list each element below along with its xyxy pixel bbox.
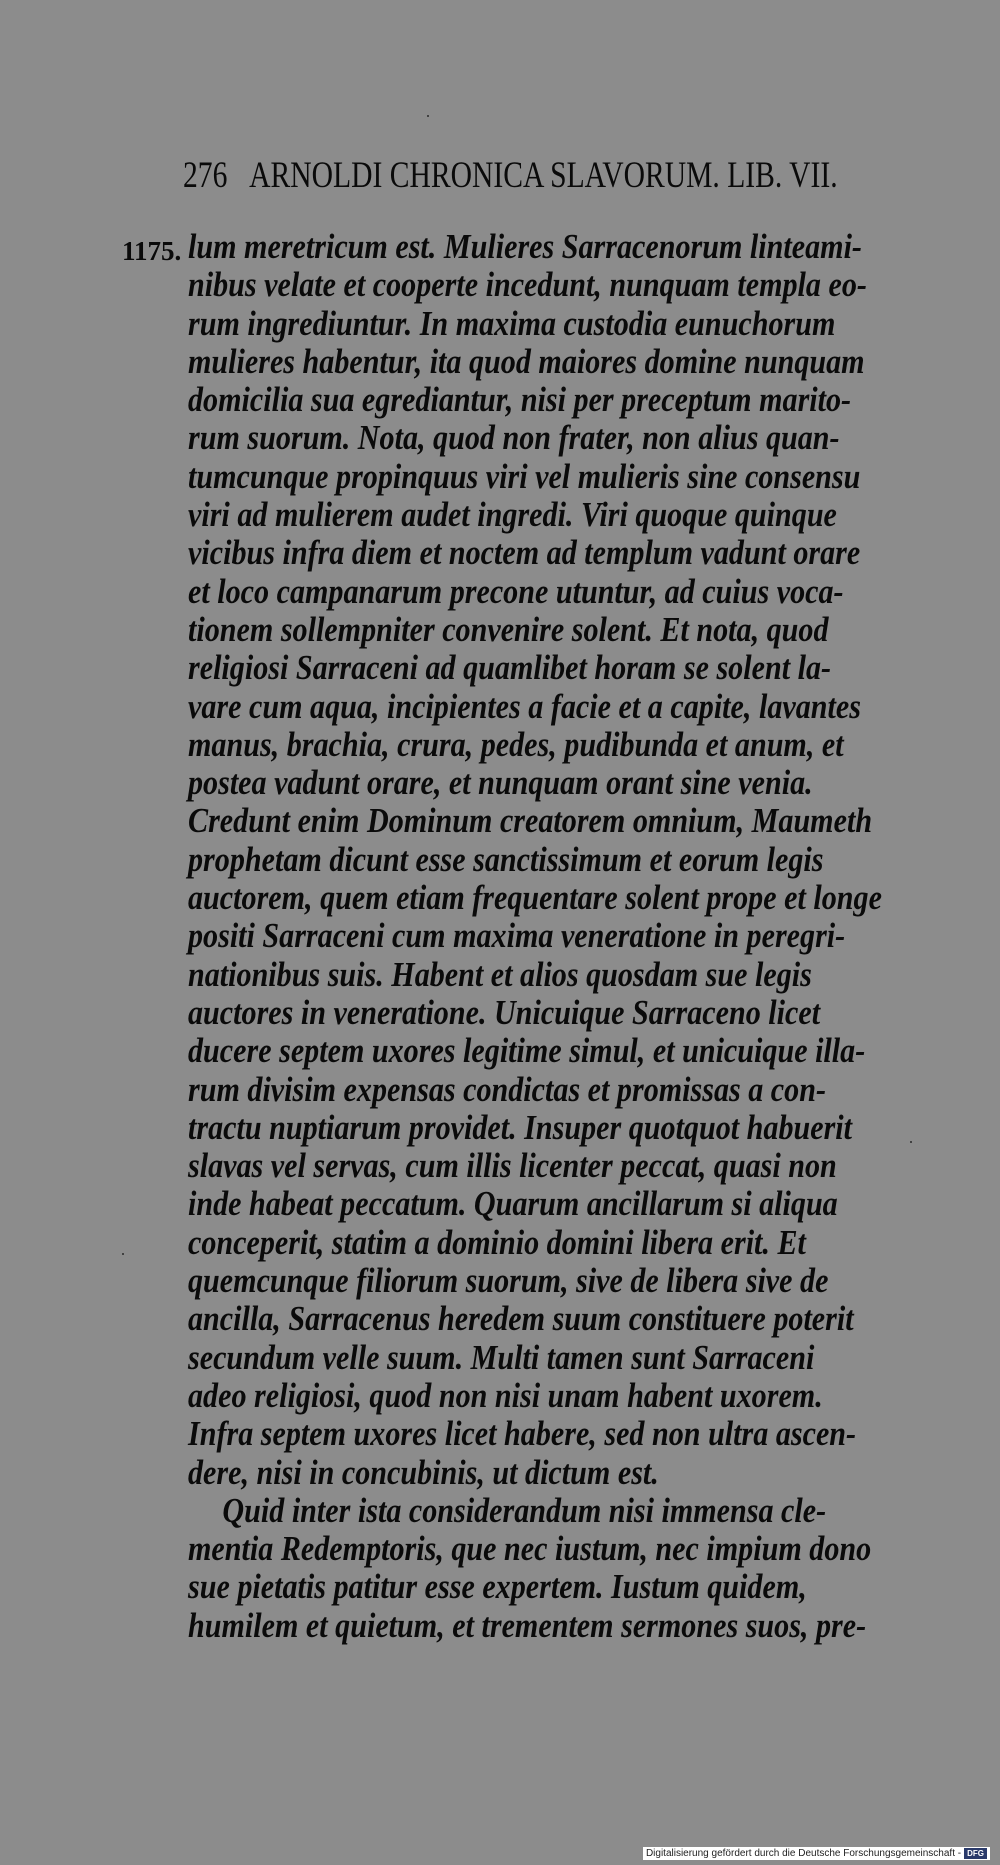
text-line: et loco campanarum precone utuntur, ad cuius voca- xyxy=(188,571,844,611)
scan-speck xyxy=(122,1253,124,1255)
text-line: dere, nisi in concubinis, ut dictum est. xyxy=(188,1452,659,1492)
footer-credit: Digitalisierung gefördert durch die Deutsche Forschungsgemeinschaft - xyxy=(645,1848,962,1859)
text-line: ducere septem uxores legitime simul, et unicuique illa- xyxy=(188,1031,866,1071)
text-line: Credunt enim Dominum creatorem omnium, Maumeth xyxy=(188,801,873,841)
page-number: 276 xyxy=(183,155,228,196)
margin-year-note: 1175. xyxy=(122,236,182,266)
text-line: vare cum aqua, incipientes a facie et a capite, lavantes xyxy=(188,686,861,726)
text-line: inde habeat peccatum. Quarum ancillarum si aliqua xyxy=(188,1184,838,1224)
page-header xyxy=(183,152,838,200)
text-line: ancilla, Sarracenus heredem suum constituere poterit xyxy=(188,1299,854,1339)
text-line: religiosi Sarraceni ad quamlibet horam se solent la- xyxy=(188,648,832,688)
running-title: ARNOLDI CHRONICA SLAVORUM. LIB. VII. xyxy=(249,155,838,196)
text-line: Quid inter ista considerandum nisi immensa cle- xyxy=(222,1490,827,1530)
text-line: mulieres habentur, ita quod maiores domine nunquam xyxy=(188,341,865,381)
text-line: secundum velle suum. Multi tamen sunt Sarraceni xyxy=(188,1337,815,1377)
text-line: Infra septem uxores licet habere, sed non ultra ascen- xyxy=(188,1414,857,1454)
digitization-footer xyxy=(643,1847,990,1860)
text-line: vicibus infra diem et noctem ad templum vadunt orare xyxy=(188,533,861,573)
body-text xyxy=(188,228,898,1645)
text-line: positi Sarraceni cum maxima veneratione in peregri- xyxy=(188,916,846,956)
text-line: humilem et quietum, et trementem sermones suos, pre- xyxy=(188,1605,867,1645)
dfg-logo-icon: DFG xyxy=(964,1848,987,1859)
text-line: tumcunque propinquus viri vel mulieris sine consensu xyxy=(188,456,861,496)
text-line: lum meretricum est. Mulieres Sarracenorum linteami- xyxy=(188,227,862,266)
text-line: postea vadunt orare, et nunquam orant sine venia. xyxy=(188,763,813,803)
text-line: auctores in veneratione. Unicuique Sarraceno licet xyxy=(188,992,821,1032)
text-line: rum ingrediuntur. In maxima custodia eunuchorum xyxy=(188,303,836,343)
text-line: quemcunque filiorum suorum, sive de libera sive de xyxy=(188,1261,829,1301)
text-line: sue pietatis patitur esse expertem. Iustum quidem, xyxy=(188,1567,807,1607)
text-line: rum divisim expensas condictas et promissas a con- xyxy=(188,1069,826,1109)
text-line: prophetam dicunt esse sanctissimum et eorum legis xyxy=(188,839,824,879)
text-line: adeo religiosi, quod non nisi unam habent uxorem. xyxy=(188,1375,823,1415)
text-line: domicilia sua egrediantur, nisi per preceptum marito- xyxy=(188,380,852,420)
text-line: nibus velate et cooperte incedunt, nunquam templa eo- xyxy=(188,265,867,305)
text-line: manus, brachia, crura, pedes, pudibunda et anum, et xyxy=(188,724,844,764)
text-line: conceperit, statim a dominio domini libera erit. Et xyxy=(188,1222,806,1262)
text-line: mentia Redemptoris, que nec iustum, nec impium dono xyxy=(188,1529,872,1569)
scan-speck xyxy=(427,115,429,117)
text-line: rum suorum. Nota, quod non frater, non alius quan- xyxy=(188,418,840,458)
text-line: slavas vel servas, cum illis licenter peccat, quasi non xyxy=(188,1146,837,1186)
text-line: nationibus suis. Habent et alios quosdam sue legis xyxy=(188,954,812,994)
scan-speck xyxy=(910,1141,912,1143)
text-line: auctorem, quem etiam frequentare solent prope et longe xyxy=(188,878,882,918)
text-line: tractu nuptiarum providet. Insuper quotquot habuerit xyxy=(188,1107,853,1147)
text-line: tionem sollempniter convenire solent. Et nota, quod xyxy=(188,609,829,649)
text-line: viri ad mulierem audet ingredi. Viri quoque quinque xyxy=(188,495,837,535)
